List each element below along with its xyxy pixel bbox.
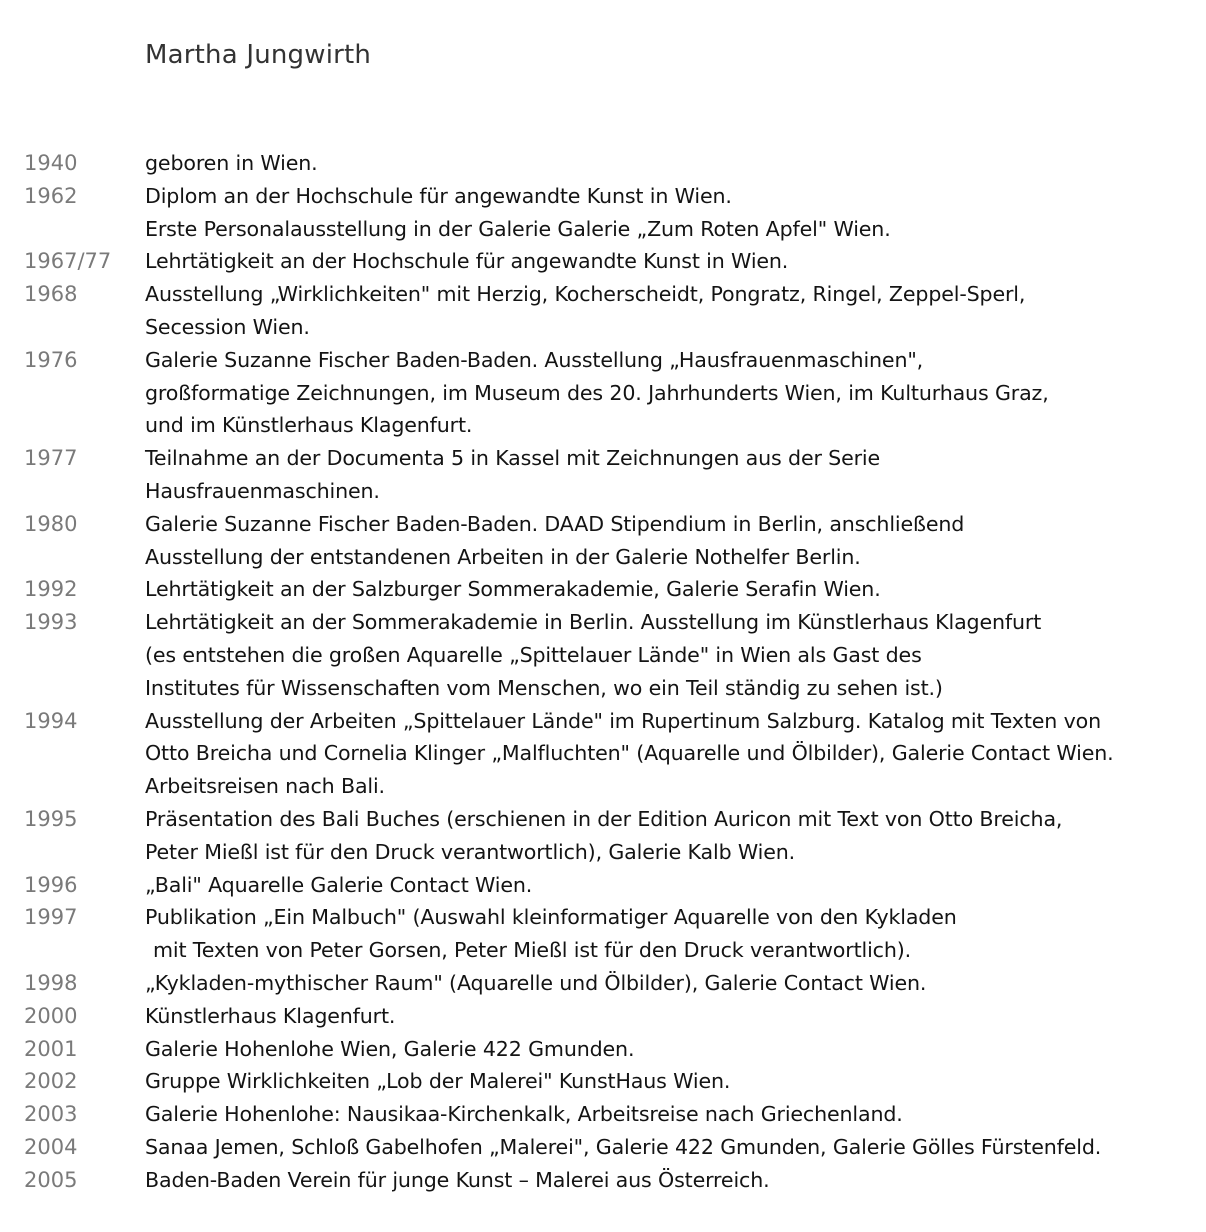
timeline-entry xyxy=(0,573,1206,606)
entry-line: Erste Personalausstellung in der Galerie Galerie „Zum Roten Apfel" Wien. xyxy=(145,216,891,241)
timeline-entry xyxy=(0,705,1206,803)
timeline-entry xyxy=(0,508,1206,574)
entry-line: mit Texten von Peter Gorsen, Peter Mießl ist für den Druck verantwortlich). xyxy=(153,938,911,963)
entry-text xyxy=(145,147,1206,180)
entry-year: 2001 xyxy=(24,1036,78,1061)
timeline-entry xyxy=(0,180,1206,246)
entry-line: Ausstellung der Arbeiten „Spittelauer Lände" im Rupertinum Salzburg. Katalog mit Texten von xyxy=(145,708,1101,733)
entry-line: Teilnahme an der Documenta 5 in Kassel mit Zeichnungen aus der Serie xyxy=(145,446,881,471)
entry-line: Secession Wien. xyxy=(145,314,310,339)
entry-line: Lehrtätigkeit an der Sommerakademie in Berlin. Ausstellung im Künstlerhaus Klagenfurt xyxy=(145,610,1042,635)
entry-year: 1968 xyxy=(24,282,78,307)
entry-text xyxy=(145,606,1206,704)
entry-year: 2003 xyxy=(24,1102,78,1127)
entry-line: Galerie Hohenlohe: Nausikaa-Kirchenkalk, Arbeitsreise nach Griechenland. xyxy=(145,1102,903,1127)
timeline-entry xyxy=(0,1065,1206,1098)
entry-line: Institutes für Wissenschaften vom Menschen, wo ein Teil ständig zu sehen ist.) xyxy=(145,675,943,700)
entry-line: „Kykladen-mythischer Raum" (Aquarelle und Ölbilder), Galerie Contact Wien. xyxy=(145,970,927,995)
entry-year: 1994 xyxy=(24,708,78,733)
entry-text xyxy=(145,869,1206,902)
entry-text xyxy=(145,1131,1206,1164)
entry-text xyxy=(145,1033,1206,1066)
entry-line: Lehrtätigkeit an der Hochschule für angewandte Kunst in Wien. xyxy=(145,249,789,274)
entry-text xyxy=(145,967,1206,1000)
entry-text xyxy=(145,1164,1206,1197)
timeline-entry xyxy=(0,1098,1206,1131)
entry-year: 1992 xyxy=(24,577,78,602)
entry-text xyxy=(145,573,1206,606)
entry-line: Peter Mießl ist für den Druck verantwortlich), Galerie Kalb Wien. xyxy=(145,839,796,864)
timeline-entry xyxy=(0,869,1206,902)
entry-text xyxy=(145,705,1206,803)
entry-line: Baden-Baden Verein für junge Kunst – Malerei aus Österreich. xyxy=(145,1167,770,1192)
entry-year: 1980 xyxy=(24,511,78,536)
entry-text xyxy=(145,278,1206,344)
entry-line: Diplom an der Hochschule für angewandte Kunst in Wien. xyxy=(145,183,732,208)
entry-line: und im Künstlerhaus Klagenfurt. xyxy=(145,413,473,438)
entry-line: Ausstellung „Wirklichkeiten" mit Herzig, Kocherscheidt, Pongratz, Ringel, Zeppel-Sperl, xyxy=(145,282,1026,307)
entry-text xyxy=(145,803,1206,869)
entry-year: 2000 xyxy=(24,1003,78,1028)
entry-year: 2005 xyxy=(24,1167,78,1192)
entry-line: Publikation „Ein Malbuch" (Auswahl kleinformatiger Aquarelle von den Kykladen xyxy=(145,905,957,930)
entry-line: Galerie Suzanne Fischer Baden-Baden. Ausstellung „Hausfrauenmaschinen", xyxy=(145,347,924,372)
entry-line: (es entstehen die großen Aquarelle „Spittelauer Lände" in Wien als Gast des xyxy=(145,642,922,667)
timeline-entry xyxy=(0,606,1206,704)
entry-year: 1995 xyxy=(24,806,78,831)
entry-year: 1997 xyxy=(24,905,78,930)
timeline-entry xyxy=(0,245,1206,278)
entry-text xyxy=(145,442,1206,508)
timeline-entry xyxy=(0,344,1206,442)
timeline-entry xyxy=(0,278,1206,344)
timeline-entry xyxy=(0,1000,1206,1033)
entry-year: 1977 xyxy=(24,446,78,471)
biography-timeline xyxy=(0,147,1206,1197)
entry-text xyxy=(145,1000,1206,1033)
page-title: Martha Jungwirth xyxy=(145,40,372,70)
entry-line: geboren in Wien. xyxy=(145,151,318,175)
entry-line: Lehrtätigkeit an der Salzburger Sommerakademie, Galerie Serafin Wien. xyxy=(145,577,881,602)
entry-year: 1940 xyxy=(24,151,78,175)
timeline-entry xyxy=(0,147,1206,180)
entry-line: Künstlerhaus Klagenfurt. xyxy=(145,1003,396,1028)
entry-year: 1976 xyxy=(24,347,78,372)
entry-text xyxy=(145,245,1206,278)
entry-text xyxy=(145,1065,1206,1098)
timeline-entry xyxy=(0,967,1206,1000)
entry-text xyxy=(145,180,1206,246)
entry-line: Galerie Hohenlohe Wien, Galerie 422 Gmunden. xyxy=(145,1036,635,1061)
entry-line: Arbeitsreisen nach Bali. xyxy=(145,774,385,799)
entry-line: Ausstellung der entstandenen Arbeiten in der Galerie Nothelfer Berlin. xyxy=(145,544,861,569)
entry-text xyxy=(145,1098,1206,1131)
entry-year: 1993 xyxy=(24,610,78,635)
entry-line: Galerie Suzanne Fischer Baden-Baden. DAAD Stipendium in Berlin, anschließend xyxy=(145,511,965,536)
entry-year: 1998 xyxy=(24,970,78,995)
entry-year: 1962 xyxy=(24,183,78,208)
timeline-entry xyxy=(0,1164,1206,1197)
timeline-entry xyxy=(0,442,1206,508)
entry-year: 1996 xyxy=(24,872,78,897)
entry-year: 2002 xyxy=(24,1069,78,1094)
entry-line: großformatige Zeichnungen, im Museum des 20. Jahrhunderts Wien, im Kulturhaus Graz, xyxy=(145,380,1049,405)
entry-line: Präsentation des Bali Buches (erschienen in der Edition Auricon mit Text von Otto Breicha, xyxy=(145,806,1063,831)
entry-text xyxy=(145,344,1206,442)
entry-line: Gruppe Wirklichkeiten „Lob der Malerei" KunstHaus Wien. xyxy=(145,1069,731,1094)
entry-text xyxy=(145,901,1206,967)
entry-year: 1967/77 xyxy=(24,249,112,274)
timeline-entry xyxy=(0,803,1206,869)
entry-line: „Bali" Aquarelle Galerie Contact Wien. xyxy=(145,872,533,897)
entry-year: 2004 xyxy=(24,1134,78,1159)
entry-line: Hausfrauenmaschinen. xyxy=(145,478,380,503)
entry-line: Otto Breicha und Cornelia Klinger „Malfluchten" (Aquarelle und Ölbilder), Galerie Contact Wien. xyxy=(145,741,1114,766)
timeline-entry xyxy=(0,901,1206,967)
entry-line: Sanaa Jemen, Schloß Gabelhofen „Malerei", Galerie 422 Gmunden, Galerie Gölles Fürstenfeld. xyxy=(145,1134,1102,1159)
timeline-entry xyxy=(0,1131,1206,1164)
entry-text xyxy=(145,508,1206,574)
timeline-entry xyxy=(0,1033,1206,1066)
